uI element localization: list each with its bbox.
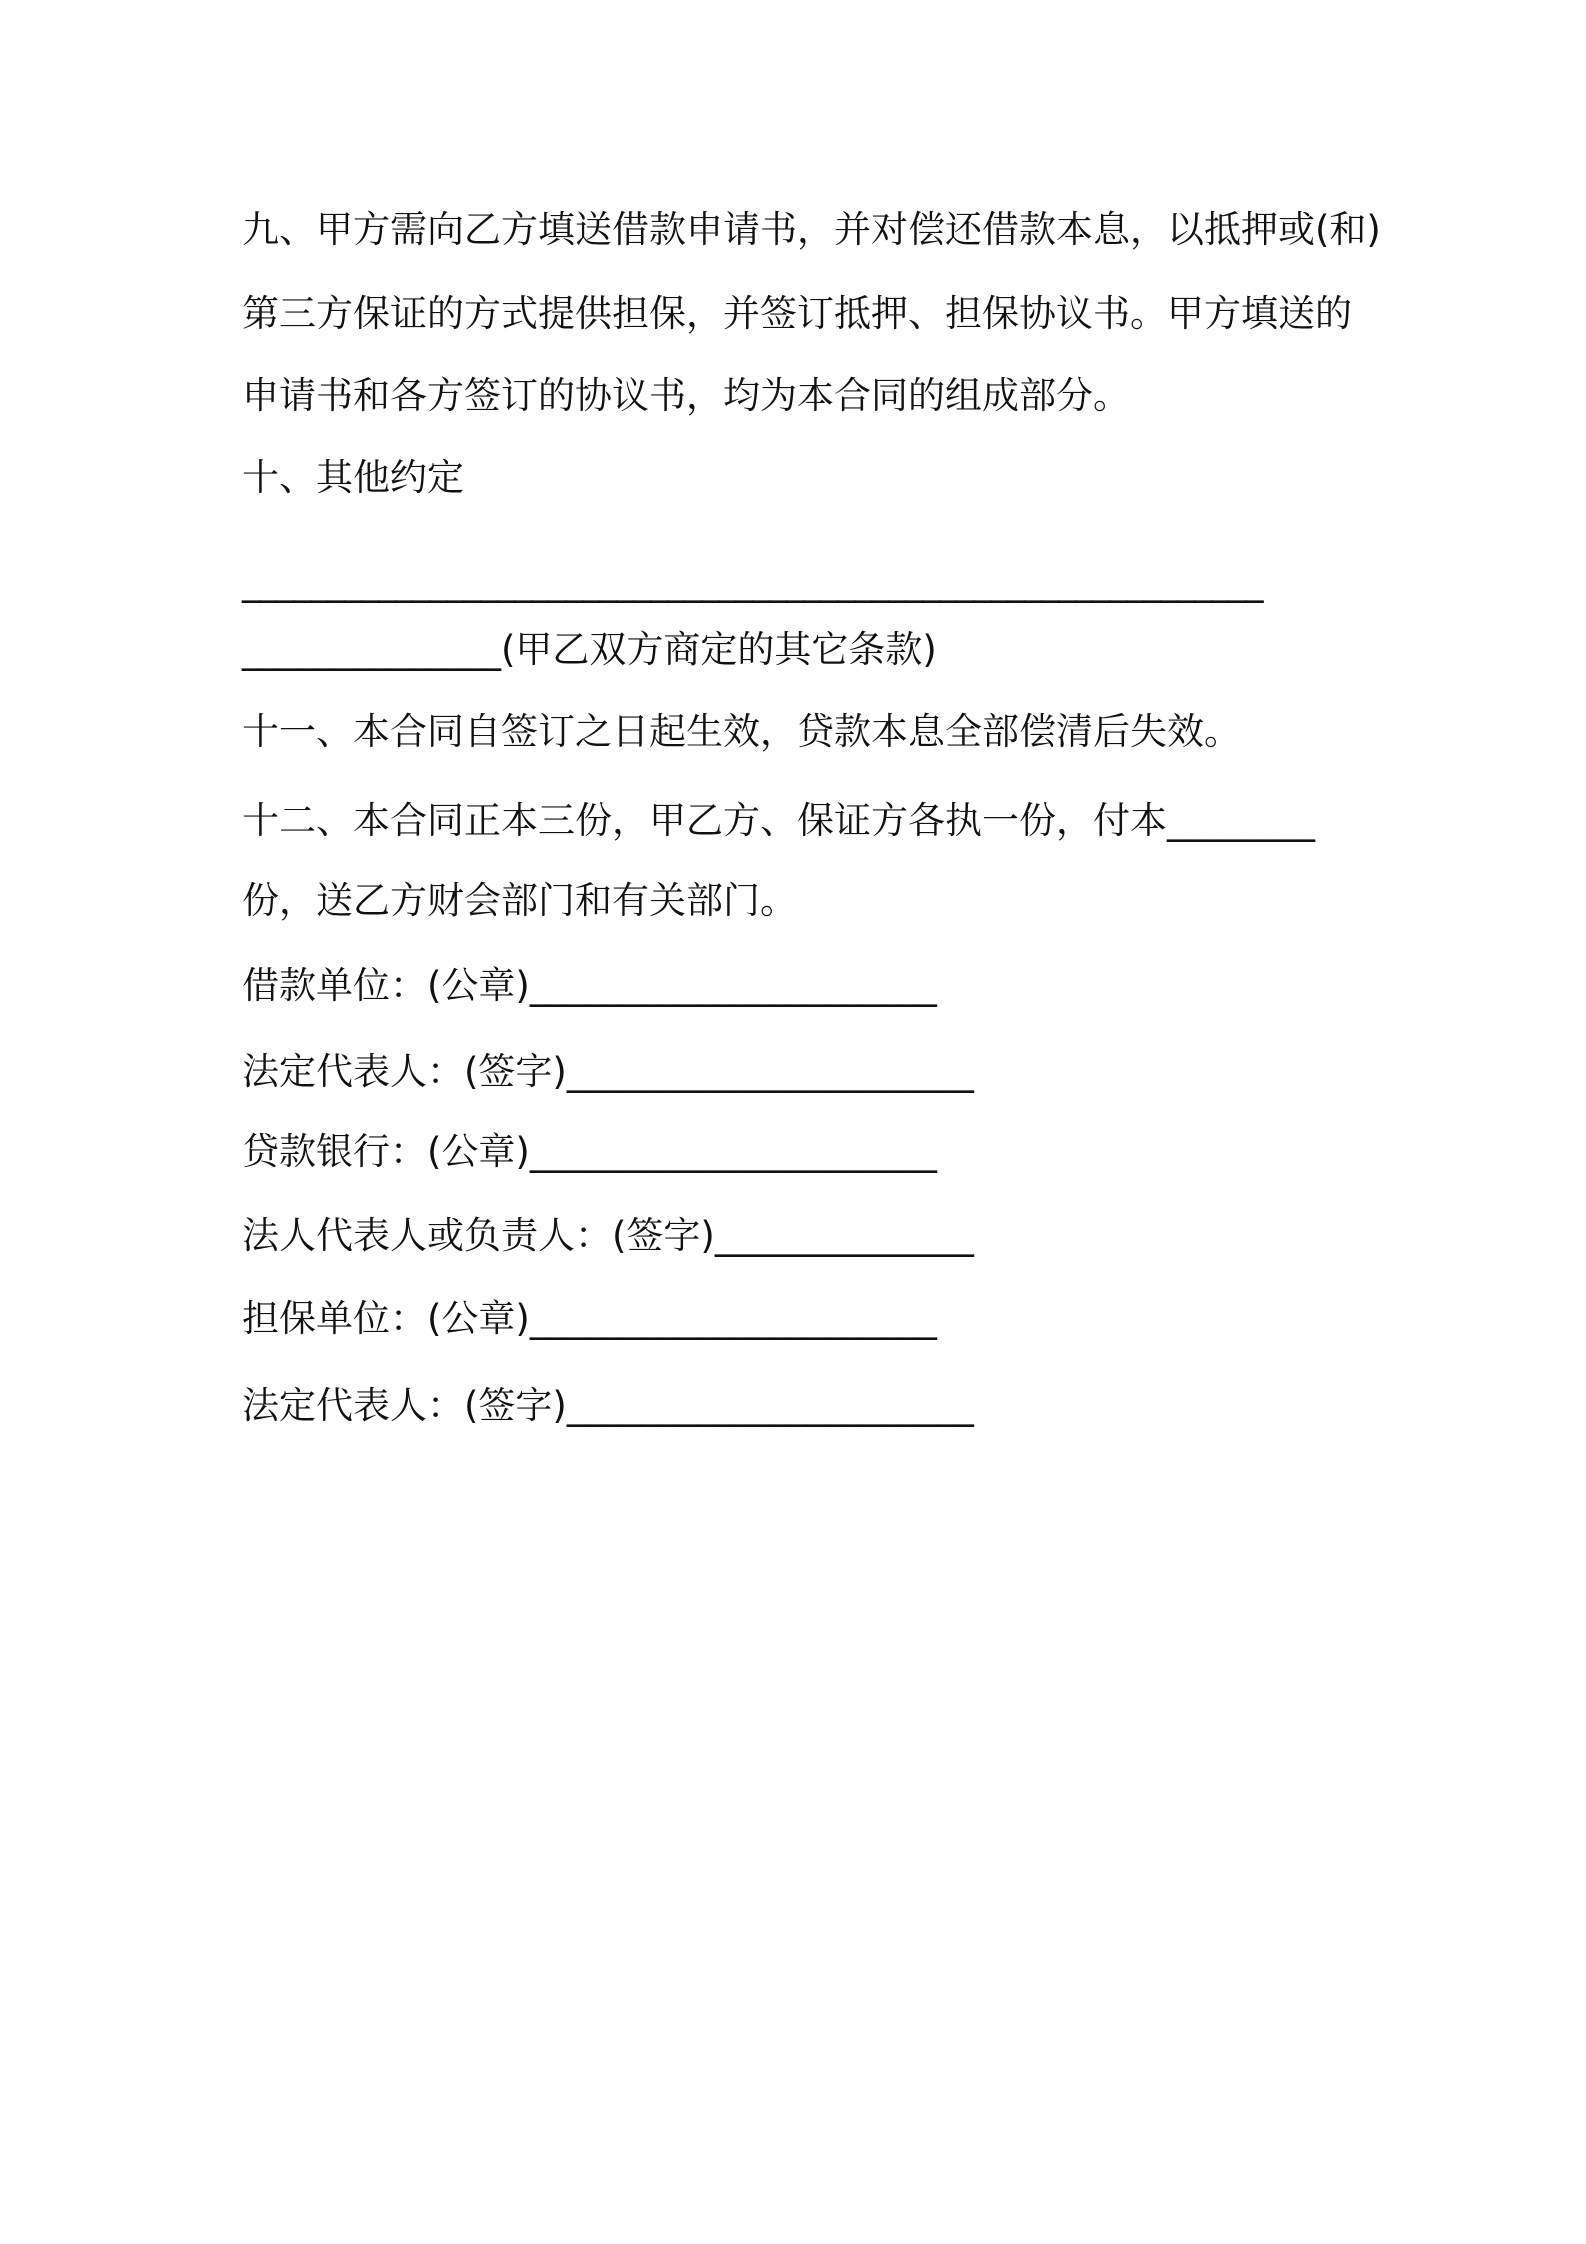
signature-lending-bank: 贷款银行：(公章)______________________	[242, 1130, 937, 1173]
signature-guarantor-legal-rep: 法定代表人：(签字)______________________	[242, 1384, 974, 1427]
clause-12-line-1: 十二、本合同正本三份，甲乙方、保证方各执一份，付本________	[242, 799, 1315, 842]
signature-guarantor-unit: 担保单位：(公章)______________________	[242, 1297, 937, 1340]
clause-9-line-2: 第三方保证的方式提供担保，并签订抵押、担保协议书。甲方填送的	[242, 292, 1352, 335]
clause-9-line-1: 九、甲方需向乙方填送借款申请书，并对偿还借款本息，以抵押或(和)	[242, 208, 1381, 251]
other-terms-note: ______________(甲乙双方商定的其它条款)	[242, 628, 937, 671]
clause-12-line-2: 份，送乙方财会部门和有关部门。	[242, 879, 797, 922]
clause-9-line-3: 申请书和各方签订的协议书，均为本合同的组成部分。	[242, 374, 1130, 417]
clause-11: 十一、本合同自签订之日起生效，贷款本息全部偿清后失效。	[242, 710, 1241, 753]
other-terms-blank-line: ____________________________________________________________	[242, 560, 1262, 603]
signature-borrower-unit: 借款单位：(公章)______________________	[242, 964, 937, 1007]
clause-10-heading: 十、其他约定	[242, 456, 464, 499]
signature-borrower-legal-rep: 法定代表人：(签字)______________________	[242, 1050, 974, 1093]
signature-bank-representative: 法人代表人或负责人：(签字)______________	[242, 1214, 974, 1257]
